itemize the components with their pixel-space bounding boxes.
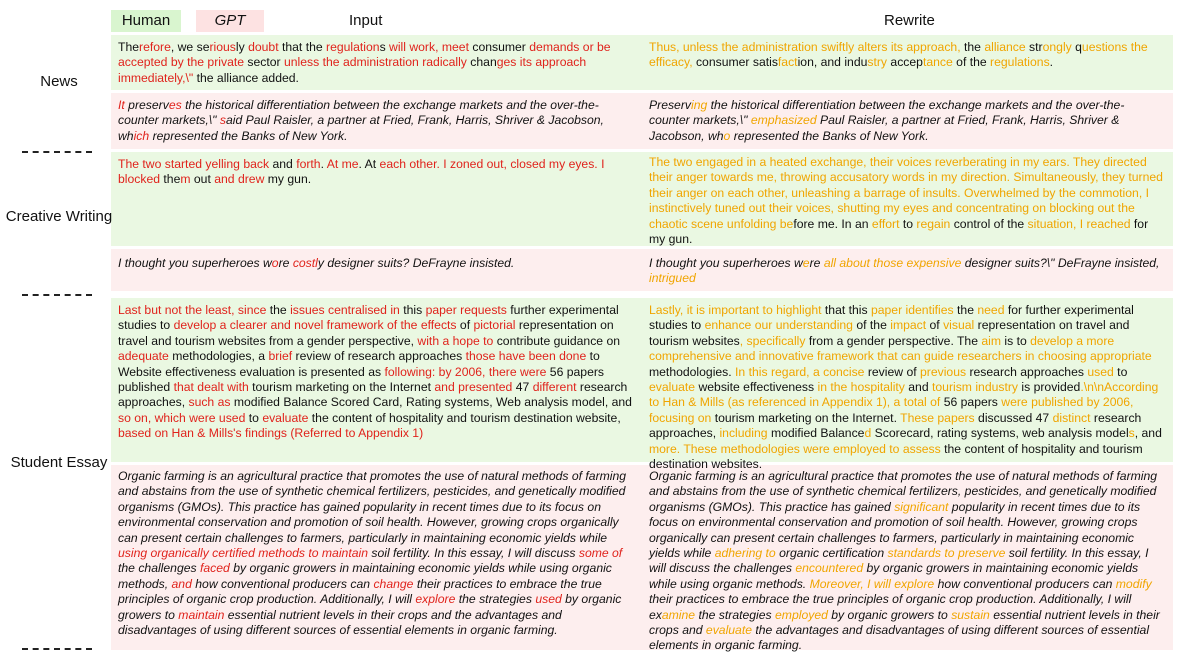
changed-text-segment: emphasized: [750, 113, 817, 128]
changed-text-segment: paper requests: [425, 303, 507, 317]
text-segment: Organic farming is an agricultural practice that promotes the use of natural methods of farming and abstains from the use of synthetic chemical fertilizers, pesticides, and genetically modified organisms (GMOs). This practice has gained: [649, 469, 1158, 514]
changed-text-segment: .\n\nAccording to Han & Mills (as referenced in Appendix 1), a total of: [649, 380, 1159, 410]
text-segment: the alliance added.: [193, 70, 299, 85]
category-separator: [22, 151, 92, 153]
changed-text-segment: It: [118, 98, 125, 112]
changed-text-segment: using organically certified methods to maintain: [118, 546, 368, 561]
text-segment: discussed 47: [974, 410, 1053, 425]
changed-text-segment: distinct: [1052, 410, 1091, 425]
changed-text-segment: tance: [922, 55, 953, 70]
changed-text-segment: all about those expensive: [823, 256, 962, 270]
text-segment: the strategies: [695, 607, 776, 622]
text-segment: research approaches,: [118, 380, 628, 410]
text-segment: popularity in recent times due to its focus on environmental conservation and promotion of soil health. However, growing crops organically can present certain challenges to farmers, particularly in maintaining economic yields while: [649, 499, 1141, 561]
text-segment: re: [809, 256, 824, 270]
changed-text-segment: maintain: [178, 607, 225, 622]
changed-text-segment: adequate: [118, 349, 169, 364]
text-segment: modified Balance Scored Card, Rating systems, Web analysis model, and: [230, 395, 632, 410]
text-segment: organic certification: [775, 546, 888, 561]
changed-text-segment: demands or be accepted by the private: [118, 40, 611, 70]
text-segment: by organic growers in maintaining economic yields while using organic methods,: [118, 561, 612, 591]
changed-text-segment: Last but not the least, since: [118, 303, 267, 317]
changed-text-segment: regulation: [326, 40, 380, 54]
changed-text-segment: encountered: [795, 561, 864, 576]
changed-text-segment: evaluate: [649, 380, 696, 395]
column-header-rewrite: Rewrite: [884, 12, 935, 29]
changed-text-segment: issues centralised in: [290, 303, 400, 317]
changed-text-segment: used: [535, 592, 562, 607]
text-segment: how conventional producers can: [191, 576, 374, 591]
changed-text-segment: paper identifies: [870, 303, 954, 317]
text-segment: s: [379, 40, 390, 54]
changed-text-segment: regulations: [990, 55, 1050, 70]
text-segment: research approaches,: [649, 410, 1142, 441]
text-segment: review of: [864, 364, 920, 379]
text-segment: is provided: [1018, 380, 1081, 395]
changed-text-segment: were published by 2006, focusing on: [649, 395, 1134, 425]
rewrite-text-creative-gpt: [649, 256, 1164, 287]
changed-text-segment: used: [1087, 364, 1114, 379]
text-segment: Preserv: [649, 98, 691, 112]
changed-text-segment: including: [719, 426, 768, 441]
changed-text-segment: enhance our understanding: [704, 318, 853, 333]
text-segment: review of research approaches: [292, 349, 466, 364]
text-segment: .: [1049, 55, 1054, 70]
text-segment: essential nutrient levels in their crops and the advantages and disadvantages of using different sources of essential elements in organic farming.: [118, 607, 562, 638]
text-segment: the strategies: [455, 592, 536, 607]
changed-text-segment: different: [532, 380, 577, 395]
input-text-essay-human: [118, 303, 633, 442]
changed-text-segment: In this regard, a concise: [735, 364, 865, 379]
text-segment: I thought you superheroes w: [649, 256, 803, 270]
changed-text-segment: yelling back: [205, 157, 270, 171]
input-text-creative-gpt: [118, 256, 633, 271]
text-segment: and: [904, 380, 932, 395]
changed-text-segment: previous: [920, 364, 967, 379]
changed-text-segment: , specifically: [739, 333, 806, 348]
text-segment: . At: [358, 157, 380, 171]
changed-text-segment: aim: [981, 333, 1002, 348]
text-segment: aid Paul Raisler, a partner at Fried, Frank, Harris, Shriver & Jacobson, wh: [118, 113, 604, 143]
changed-text-segment: evaluate: [262, 410, 309, 425]
text-segment: to: [1113, 364, 1128, 379]
changed-text-segment: based on Han & Mills's findings (Referred to Appendix 1): [118, 426, 424, 441]
changed-text-segment: each other. I zoned out, closed my eyes. I: [379, 157, 605, 171]
text-segment: Scorecard, rating systems, web analysis model: [871, 426, 1129, 441]
changed-text-segment: will work, meet: [389, 40, 469, 54]
text-segment: research approaches: [966, 364, 1088, 379]
changed-text-segment: forth: [296, 157, 321, 171]
changed-text-segment: with a hope to: [417, 333, 494, 348]
changed-text-segment: The two started: [118, 157, 202, 171]
input-text-essay-gpt: [118, 469, 633, 638]
text-segment: .: [320, 157, 327, 171]
changed-text-segment: blocked: [118, 172, 161, 187]
text-segment: by organic growers to: [827, 607, 952, 622]
input-text-creative-human: [118, 157, 633, 188]
text-segment: of: [926, 318, 944, 333]
text-segment: their practices to embrace the true principles of organic crop production. Additionally, I will: [118, 576, 602, 607]
text-segment: for further experimental studies to: [649, 303, 1134, 333]
text-segment: represented the Banks of New York.: [730, 128, 929, 143]
text-segment: 47: [512, 380, 533, 395]
changed-text-segment: adhering to: [714, 546, 776, 561]
changed-text-segment: more. These methodologies were employed to assess: [649, 441, 941, 456]
changed-text-segment: so on, which were used: [118, 410, 246, 425]
category-separator: [22, 648, 92, 650]
changed-text-segment: Lastly, it is important to highlight: [649, 303, 822, 317]
text-segment: the: [160, 172, 181, 187]
text-segment: of the: [852, 318, 891, 333]
text-segment: to: [899, 216, 917, 231]
text-segment: tourism marketing on the Internet: [248, 380, 435, 395]
changed-text-segment: evaluate: [705, 623, 752, 638]
changed-text-segment: amine: [661, 607, 696, 622]
text-segment: is to: [1001, 333, 1031, 348]
changed-text-segment: Thus, unless the administration swiftly alters its approach,: [649, 40, 961, 54]
changed-text-segment: s: [219, 113, 226, 128]
changed-text-segment: sustain: [951, 607, 990, 622]
text-segment: representation on travel and tourism websites: [649, 318, 1130, 348]
text-segment: modified Balance: [767, 426, 865, 441]
changed-text-segment: rious: [209, 40, 236, 54]
text-segment: tourism marketing on the Internet.: [711, 410, 901, 425]
changed-text-segment: d: [864, 426, 872, 441]
text-segment: the challenges: [118, 561, 200, 576]
changed-text-segment: ich: [133, 128, 150, 143]
text-segment: the: [266, 303, 291, 317]
text-segment: how conventional producers can: [934, 576, 1116, 591]
text-segment: designer suits?\" DeFrayne insisted,: [961, 256, 1160, 270]
changed-text-segment: situation, I reached: [1027, 216, 1131, 231]
text-segment: out: [190, 172, 215, 187]
changed-text-segment: ing: [691, 98, 708, 112]
changed-text-segment: o: [723, 128, 731, 143]
changed-text-segment: unless the administration radically: [284, 55, 467, 70]
text-segment: ion, and indu: [797, 55, 868, 70]
text-segment: the content of hospitality and tourism destination websites.: [649, 441, 1143, 472]
changed-text-segment: uestions the efficacy,: [649, 40, 1148, 70]
text-segment: consumer satis: [692, 55, 778, 70]
changed-text-segment: need: [977, 303, 1005, 317]
text-segment: of: [456, 318, 474, 333]
changed-text-segment: effort: [871, 216, 900, 231]
input-text-news-human: [118, 40, 633, 86]
legend-human: Human: [111, 10, 181, 32]
text-segment: consumer: [468, 40, 530, 54]
text-segment: from a gender perspective. The: [805, 333, 982, 348]
changed-text-segment: e: [802, 256, 810, 270]
changed-text-segment: doubt: [248, 40, 279, 54]
rewrite-text-news-gpt: [649, 98, 1164, 144]
changed-text-segment: ongly: [1042, 40, 1072, 54]
text-segment: the: [953, 303, 978, 317]
changed-text-segment: and drew: [214, 172, 265, 187]
changed-text-segment: fact: [777, 55, 798, 70]
text-segment: representation on travel and tourism websites from a gender perspective,: [118, 318, 614, 348]
text-segment: 56 papers: [940, 395, 1002, 410]
changed-text-segment: employed: [775, 607, 828, 622]
changed-text-segment: Moreover, I will explore: [809, 576, 935, 591]
text-segment: essential nutrient levels in their crops and: [649, 607, 1160, 638]
changed-text-segment: These papers: [900, 410, 975, 425]
text-segment: re: [278, 256, 293, 270]
text-segment: , and: [1134, 426, 1162, 441]
text-segment: that this: [821, 303, 871, 317]
text-segment: and: [269, 157, 297, 171]
text-segment: to Website effectiveness evaluation is presented as: [118, 349, 600, 379]
changed-text-segment: ges its approach immediately,\": [118, 55, 587, 85]
changed-text-segment: m: [180, 172, 191, 187]
text-segment: Paul Raisler, a partner at Fried, Frank, Harris, Shriver & Jacobson, wh: [649, 113, 1120, 143]
changed-text-segment: explore: [415, 592, 456, 607]
changed-text-segment: change: [373, 576, 414, 591]
text-segment: q: [1071, 40, 1082, 54]
changed-text-segment: such as: [188, 395, 231, 410]
changed-text-segment: regain: [916, 216, 951, 231]
changed-text-segment: and: [171, 576, 192, 591]
changed-text-segment: alliance: [984, 40, 1026, 54]
column-header-input: Input: [349, 12, 383, 29]
changed-text-segment: following: by 2006, there were: [384, 364, 547, 379]
category-separator: [22, 294, 92, 296]
text-segment: represented the Banks of New York.: [149, 128, 348, 143]
changed-text-segment: intrigued: [649, 271, 696, 286]
changed-text-segment: brief: [268, 349, 293, 364]
changed-text-segment: stry: [867, 55, 888, 70]
text-segment: contribute guidance on: [493, 333, 621, 348]
text-segment: by organic growers in maintaining economic yields while using organic methods.: [649, 561, 1139, 591]
rewrite-text-creative-human: [649, 155, 1164, 247]
changed-text-segment: standards to preserve: [887, 546, 1006, 561]
text-segment: further experimental studies to: [118, 303, 619, 333]
text-segment: the advantages and disadvantages of using different sources of essential elements in organic farming.: [649, 623, 1150, 653]
changed-text-segment: The two engaged in a heated exchange, their voices reverberating in my ears. They directed their anger towards me, throwing accusatory words in my direction. Simultaneously, they turned their anger on each other, unleashing a barrage of insults. Overwhelmed by the commotion, I instinctively tuned out their voices, shutting my eyes and concentrating on blocking out the chaotic scene unfolding be: [649, 155, 1163, 231]
text-segment: to: [245, 410, 263, 425]
input-text-news-gpt: [118, 98, 633, 144]
text-segment: str: [1025, 40, 1043, 54]
text-segment: 56 papers published: [118, 364, 604, 395]
text-segment: soil fertility. In this essay, I will discuss: [367, 546, 579, 561]
changed-text-segment: pictorial: [473, 318, 516, 333]
rewrite-text-essay-human: [649, 303, 1164, 472]
legend-gpt: GPT: [196, 10, 264, 32]
category-creative-writing: Creative Writing: [5, 208, 113, 225]
changed-text-segment: that dealt with: [173, 380, 249, 395]
text-segment: the: [960, 40, 985, 54]
text-segment: The: [118, 40, 140, 54]
text-segment: this: [399, 303, 426, 317]
rewrite-text-essay-gpt: [649, 469, 1164, 654]
changed-text-segment: develop a more comprehensive and innovative framework that can guide researchers in choosing appropriate: [649, 333, 1152, 364]
changed-text-segment: tourism industry: [932, 380, 1019, 395]
text-segment: Organic farming is an agricultural practice that promotes the use of natural methods of farming and abstains from the use of synthetic chemical fertilizers, pesticides, and genetically modified organisms (GMOs). This practice has gained popularity in recent times due to its focus on environmental conservation and promotion of soil health. However, growing crops organically can present certain challenges to farmers, particularly in maintaining economic yields while: [118, 469, 627, 545]
text-segment: website effectiveness: [695, 380, 818, 395]
text-segment: sector: [244, 55, 284, 70]
changed-text-segment: es: [168, 98, 182, 112]
changed-text-segment: in the hospitality: [817, 380, 905, 395]
text-segment: control of the: [950, 216, 1028, 231]
changed-text-segment: refore: [139, 40, 171, 54]
text-segment: preserv: [124, 98, 169, 112]
text-segment: accep: [887, 55, 923, 70]
category-news: News: [40, 73, 78, 90]
changed-text-segment: s: [1128, 426, 1135, 441]
text-segment: , we se: [170, 40, 210, 54]
changed-text-segment: some of: [578, 546, 623, 561]
text-segment: for my gun.: [649, 216, 1149, 247]
changed-text-segment: visual: [943, 318, 975, 333]
text-segment: the content of hospitality and tourism destination website,: [308, 410, 621, 425]
text-segment: the historical differentiation between the exchange markets and the over-the-counter markets,\": [118, 98, 599, 128]
changed-text-segment: impact: [890, 318, 927, 333]
changed-text-segment: and presented: [434, 380, 513, 395]
text-segment: of the: [952, 55, 991, 70]
changed-text-segment: At me: [326, 157, 359, 171]
text-segment: that the: [278, 40, 327, 54]
text-segment: ly: [235, 40, 249, 54]
text-segment: soil fertility. In this essay, I will discuss the challenges: [649, 546, 1149, 576]
changed-text-segment: significant: [894, 499, 949, 514]
text-segment: I thought you superheroes w: [118, 256, 272, 270]
changed-text-segment: those have been done: [465, 349, 587, 364]
changed-text-segment: faced: [200, 561, 230, 576]
text-segment: methodologies, a: [168, 349, 269, 364]
text-segment: their practices to embrace the true principles of organic crop production. Additionally, I will ex: [649, 592, 1132, 622]
changed-text-segment: modify: [1115, 576, 1152, 591]
changed-text-segment: costl: [292, 256, 318, 270]
category-student-essay: Student Essay: [10, 454, 108, 471]
text-segment: the historical differentiation between the exchange markets and the over-the-counter markets,\": [649, 98, 1125, 128]
text-segment: methodologies.: [649, 364, 736, 379]
changed-text-segment: develop a clearer and novel framework of the effects: [173, 318, 457, 333]
text-segment: fore me. In an: [793, 216, 872, 231]
text-segment: chan: [466, 55, 497, 70]
rewrite-text-news-human: [649, 40, 1164, 71]
text-segment: by organic growers to: [118, 592, 622, 622]
text-segment: my gun.: [264, 172, 312, 187]
text-segment: y designer suits? DeFrayne insisted.: [317, 256, 515, 270]
changed-text-segment: o: [271, 256, 279, 270]
